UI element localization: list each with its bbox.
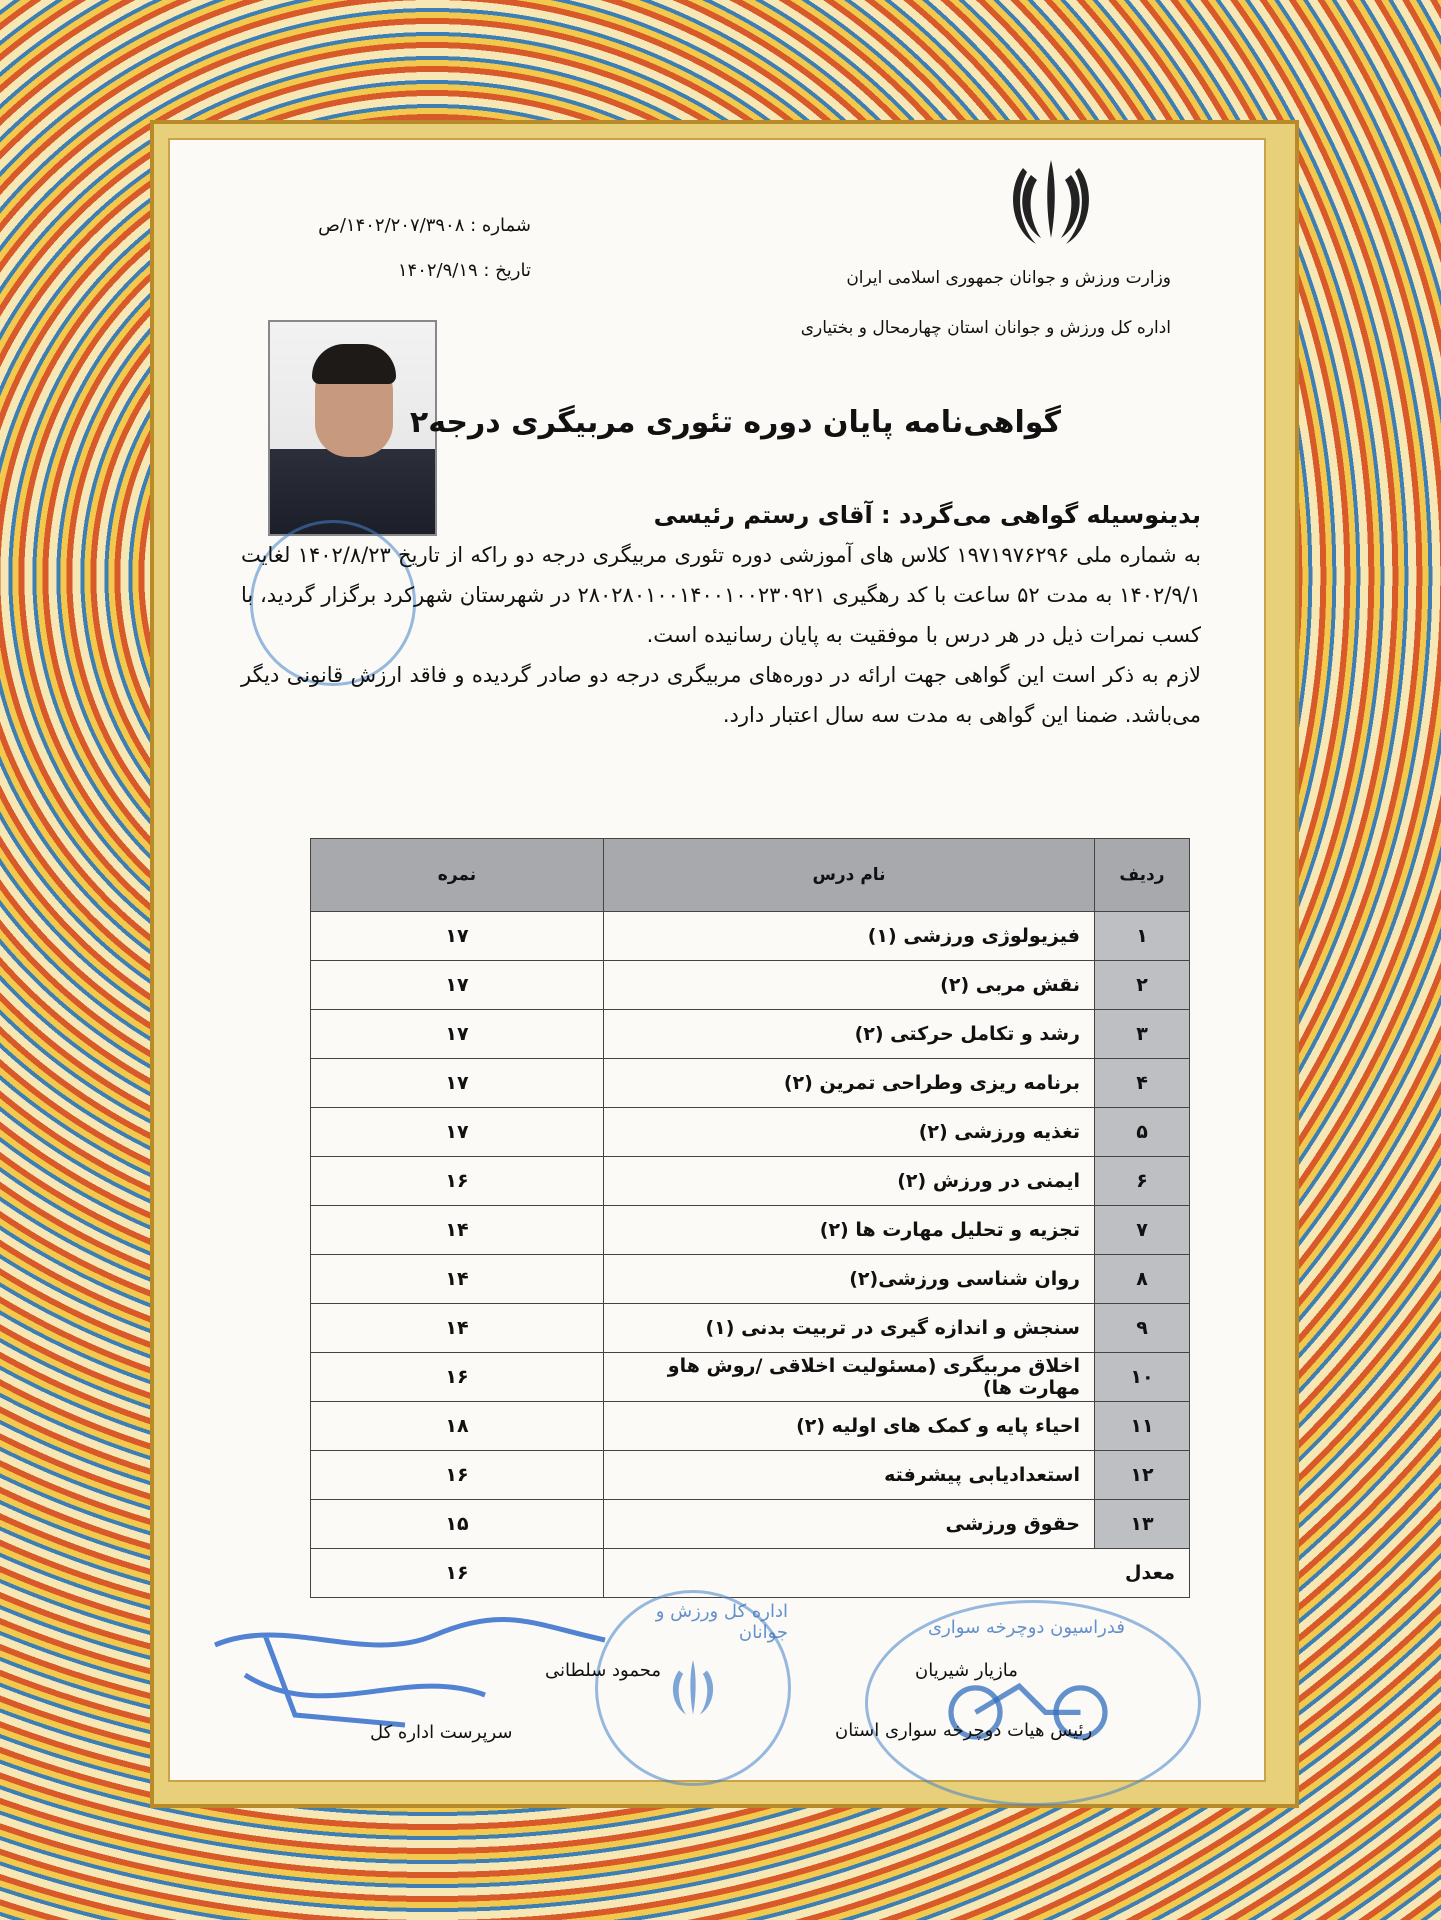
row-number: ۲	[1095, 961, 1190, 1010]
body-paragraph-2: لازم به ذکر است این گواهی جهت ارائه در دوره‌های مربیگری درجه دو صادر گردیده و فاقد ارزش قانونی دیگر می‌باشد. ضمنا این گواهی به مدت سه سال اعتبار دارد.	[241, 663, 1201, 727]
row-number: ۸	[1095, 1255, 1190, 1304]
table-row	[311, 1255, 1190, 1304]
course-grade: ۱۷	[311, 1108, 604, 1157]
table-row	[311, 1402, 1190, 1451]
table-row	[311, 1157, 1190, 1206]
course-grade: ۱۷	[311, 912, 604, 961]
average-label: معدل	[604, 1549, 1190, 1598]
table-header-row	[311, 839, 1190, 912]
iran-emblem-icon	[1001, 150, 1101, 250]
course-grade: ۱۷	[311, 1059, 604, 1108]
course-grade: ۱۴	[311, 1304, 604, 1353]
row-number: ۵	[1095, 1108, 1190, 1157]
row-number: ۱۰	[1095, 1353, 1190, 1402]
course-grade: ۱۸	[311, 1402, 604, 1451]
course-grade: ۱۷	[311, 1010, 604, 1059]
stamp-federation-text: فدراسیون دوچرخه سواری	[928, 1617, 1125, 1638]
signer-left-name: محمود سلطانی	[545, 1660, 662, 1681]
table-row	[311, 961, 1190, 1010]
table-row	[311, 1353, 1190, 1402]
course-name: استعدادیابی پیشرفته	[604, 1451, 1095, 1500]
header-row-no: ردیف	[1095, 839, 1190, 912]
row-number: ۷	[1095, 1206, 1190, 1255]
row-number: ۱	[1095, 912, 1190, 961]
table-row	[311, 1206, 1190, 1255]
row-number: ۳	[1095, 1010, 1190, 1059]
table-row	[311, 1304, 1190, 1353]
average-row	[311, 1549, 1190, 1598]
course-grade: ۱۴	[311, 1206, 604, 1255]
course-name: اخلاق مربیگری (مسئولیت اخلاقی /روش هاو مهارت ها)	[604, 1353, 1095, 1402]
stamp-federation	[865, 1600, 1201, 1806]
course-name: ایمنی در ورزش (۲)	[604, 1157, 1095, 1206]
signer-right-name: مازیار شیریان	[915, 1660, 1018, 1681]
course-grade: ۱۶	[311, 1157, 604, 1206]
signer-left-title: سرپرست اداره کل	[370, 1722, 513, 1743]
course-name: احیاء پایه و کمک های اولیه (۲)	[604, 1402, 1095, 1451]
row-number: ۹	[1095, 1304, 1190, 1353]
table-row	[311, 912, 1190, 961]
course-name: نقش مربی (۲)	[604, 961, 1095, 1010]
header-course: نام درس	[604, 839, 1095, 912]
ministry-name: وزارت ورزش و جوانان جمهوری اسلامی ایران	[846, 268, 1171, 288]
stamp-emblem-icon	[658, 1653, 728, 1723]
table-row	[311, 1010, 1190, 1059]
table-row	[311, 1108, 1190, 1157]
photo-hair	[312, 344, 396, 384]
issue-date: تاریخ : ۱۴۰۲/۹/۱۹	[397, 260, 531, 281]
row-number: ۱۳	[1095, 1500, 1190, 1549]
course-name: فیزیولوژی ورزشی (۱)	[604, 912, 1095, 961]
course-name: سنجش و اندازه گیری در تربیت بدنی (۱)	[604, 1304, 1095, 1353]
table-row	[311, 1500, 1190, 1549]
course-grade: ۱۶	[311, 1451, 604, 1500]
header-grade: نمره	[311, 839, 604, 912]
reference-number: شماره : ۱۴۰۲/۲۰۷/۳۹۰۸/ص	[318, 215, 531, 236]
row-number: ۱۲	[1095, 1451, 1190, 1500]
course-name: حقوق ورزشی	[604, 1500, 1095, 1549]
table-row	[311, 1059, 1190, 1108]
course-name: تجزیه و تحلیل مهارت ها (۲)	[604, 1206, 1095, 1255]
row-number: ۴	[1095, 1059, 1190, 1108]
course-name: تغذیه ورزشی (۲)	[604, 1108, 1095, 1157]
row-number: ۱۱	[1095, 1402, 1190, 1451]
stamp-office-text: اداره کل ورزش و جوانان	[655, 1601, 788, 1643]
body-paragraph-1: به شماره ملی ۱۹۷۱۹۷۶۲۹۶ کلاس های آموزشی دوره تئوری مربیگری درجه دو راکه از تاریخ ۱۴۰۲/۸/۲۳ لغایت ۱۴۰۲/۹/۱ به مدت ۵۲ ساعت با کد رهگیری ۲۸۰۲۸۰۱۰۰۱۴۰۰۱۰۰۲۳۰۹۲۱ در شهرستان شهرکرد برگزار گردید، با کسب نمرات ذیل در هر درس با موفقیت به پایان رسانیده است.	[241, 543, 1201, 647]
certificate-body	[241, 495, 1201, 735]
row-number: ۶	[1095, 1157, 1190, 1206]
office-name: اداره کل ورزش و جوانان استان چهارمحال و بختیاری	[800, 318, 1171, 338]
course-grade: ۱۷	[311, 961, 604, 1010]
recipient-line: بدینوسیله گواهی می‌گردد : آقای رستم رئیسی	[653, 501, 1201, 529]
course-grade: ۱۴	[311, 1255, 604, 1304]
average-grade: ۱۶	[311, 1549, 604, 1598]
course-name: رشد و تکامل حرکتی (۲)	[604, 1010, 1095, 1059]
certificate-title: گواهی‌نامه پایان دوره تئوری مربیگری درجه۲	[409, 405, 1061, 440]
course-grade: ۱۶	[311, 1353, 604, 1402]
course-name: روان شناسی ورزشی(۲)	[604, 1255, 1095, 1304]
signer-right-title: رئیس هیات دوچرخه سواری استان	[835, 1720, 1093, 1741]
table-row	[311, 1451, 1190, 1500]
grades-table	[310, 838, 1190, 1598]
course-name: برنامه ریزی وطراحی تمرین (۲)	[604, 1059, 1095, 1108]
course-grade: ۱۵	[311, 1500, 604, 1549]
